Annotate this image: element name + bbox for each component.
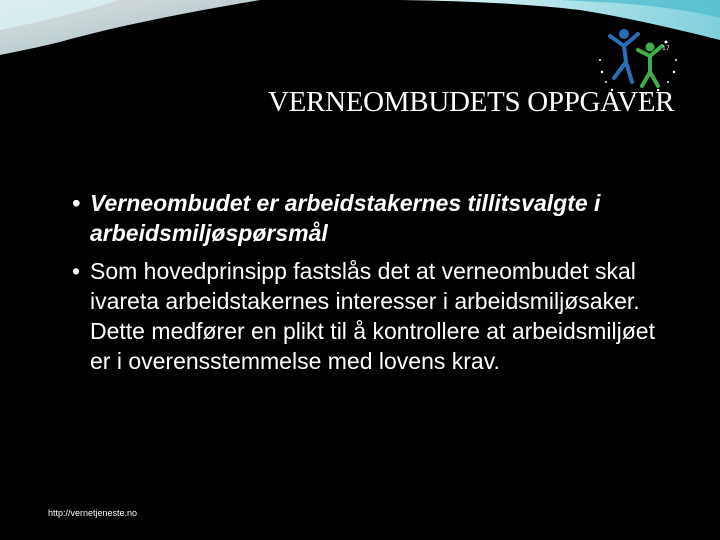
bullet-item-2 — [72, 256, 672, 376]
svg-text:17: 17 — [662, 45, 670, 52]
bullet-marker: • — [72, 190, 81, 216]
footer-url: http://vernetjeneste.no — [48, 508, 138, 518]
slide-title: VERNEOMBUDETS OPPGAVER — [268, 86, 675, 118]
bullet-list — [72, 188, 672, 384]
bullet-text: Som hovedprinsipp fastslås det at verneombudet skal ivareta arbeidstakernes interesser i arbeidsmiljøsaker. Dette medfører en plikt til å kontrollere at arbeidsmiljøet er i overensstemmelse med lovens krav. — [90, 258, 655, 374]
bullet-marker: • — [72, 258, 81, 284]
bullet-text: Verneombudet er arbeidstakernes tillitsvalgte i arbeidsmiljøspørsmål — [90, 190, 601, 246]
bullet-item-1 — [72, 188, 672, 248]
